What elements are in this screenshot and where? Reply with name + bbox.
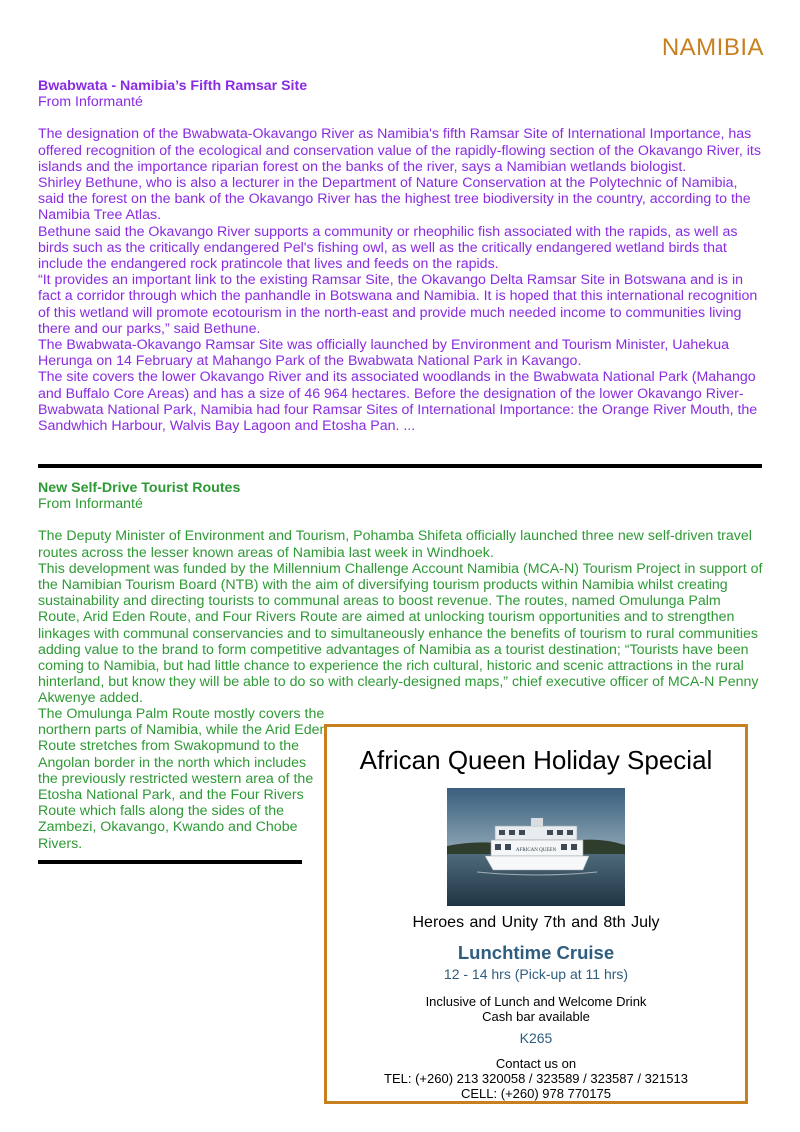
- page-country-heading: NAMIBIA: [661, 34, 764, 61]
- advert-title: African Queen Holiday Special: [359, 745, 713, 775]
- article-paragraph: This development was funded by the Millennium Challenge Account Namibia (MCA-N) Tourism Project in support of the Namibian Tourism Board (NTB) with the aim of diversifying tourism products within Namibia whilst creating sustainability and directing tourists to communal areas to boost revenue. The routes, named Omulunga Palm Route, Arid Eden Route, and Four Rivers Route are aimed at unlocking tourism opportunities and to strengthen linkages with communal conservancies and to simultaneously enhance the benefits of tourism to rural communities adding value to the brand to form competitive advantages of Namibia as a tourist destination; “Tourists have been coming to Namibia, but had little chance to experience the rich cultural, historic and scenic attractions in the rural hinterland, but know they will be able to do so with clearly-designed maps,” chief executive officer of MCA-N Penny Akwenye added.: [38, 560, 763, 707]
- article-tourist-routes: [38, 480, 764, 707]
- advert-contact-heading: Contact us on: [495, 1056, 577, 1071]
- article-paragraph: Bethune said the Okavango River supports a community or rheophilic fish associated with the rapids, as well as birds such as the critically endangered Pel's fishing owl, as well as the critically endangered wetland birds that include the endangered rock pratincole that lives and feeds on the rapids.: [38, 223, 738, 273]
- article-source: From Informanté: [38, 94, 143, 111]
- advert-cash-bar-note: Cash bar available: [482, 1009, 590, 1024]
- article-paragraph: The Deputy Minister of Environment and Tourism, Pohamba Shifeta officially launched three new self-driven travel routes across the lesser known areas of Namibia last week in Windhoek.: [38, 528, 752, 561]
- advert-cellphone: CELL: (+260) 978 770175: [461, 1086, 611, 1101]
- advert-inclusive-note: Inclusive of Lunch and Welcome Drink: [425, 994, 647, 1009]
- section-divider: [38, 464, 762, 468]
- article-ramsar-site: [38, 78, 764, 434]
- article-source: From Informanté: [38, 496, 143, 513]
- article-paragraph: “It provides an important link to the existing Ramsar Site, the Okavango Delta Ramsar Site in Botswana and is in fact a corridor through which the panhandle in Botswana and Namibia. It is hoped that this international recognition of this wetland will promote ecotourism in the north-east and provide much needed income to communities living there and our parks,” said Bethune.: [38, 272, 758, 337]
- article-paragraph: Shirley Bethune, who is also a lecturer in the Department of Nature Conservation at the Polytechnic of Namibia, said the forest on the bank of the Okavango River has the highest tree biodiversity in the country, according to the Namibia Tree Atlas.: [38, 175, 751, 224]
- river-boat-photo: [447, 788, 625, 906]
- section-divider: [38, 860, 302, 864]
- article-paragraph: The designation of the Bwabwata-Okavango River as Namibia's fifth Ramsar Site of International Importance, has offered recognition of the ecological and conservation value of the rapidly-flowing section of the Okavango River, its islands and the importance riparian forest on the banks of the river, says a Namibian wetlands biologist.: [38, 126, 761, 175]
- boat-name-lettering: AFRICAN QUEEN: [515, 848, 557, 853]
- article-paragraph: The Bwabwata-Okavango Ramsar Site was officially launched by Environment and Tourism Minister, Uahekua Herunga on 14 February at Mahango Park of the Bwabwata National Park in Kavango.: [38, 337, 730, 370]
- advert-telephone: TEL: (+260) 213 320058 / 323589 / 323587 / 321513: [384, 1071, 688, 1086]
- advert-time: 12 - 14 hrs (Pick-up at 11 hrs): [443, 966, 629, 982]
- african-queen-advert: [324, 724, 748, 1104]
- advert-price: K265: [519, 1030, 553, 1046]
- article-title: New Self-Drive Tourist Routes: [38, 480, 241, 496]
- article-paragraph: The Omulunga Palm Route mostly covers the northern parts of Namibia, while the Arid Eden Route stretches from Swakopmund to the Angolan border in the north which includes the previously restricted western area of the Etosha National Park, and the Four Rivers Route which falls along the sides of the Zambezi, Okavango, Kwando and Chobe Rivers.: [38, 706, 328, 852]
- article-title: Bwabwata - Namibia’s Fifth Ramsar Site: [38, 78, 308, 94]
- advert-event-title: Lunchtime Cruise: [457, 942, 615, 963]
- article-paragraph: The site covers the lower Okavango River and its associated woodlands in the Bwabwata National Park (Mahango and Buffalo Core Areas) and has a size of 46 964 hectares. Before the designation of the lower Okavango River-Bwabwata National Park, Namibia had four Ramsar Sites of International Importance: the Orange River Mouth, the Sandwhich Harbour, Walvis Bay Lagoon and Etosha Pan. ...: [38, 369, 758, 435]
- advert-dates: Heroes and Unity 7th and 8th July: [412, 914, 660, 931]
